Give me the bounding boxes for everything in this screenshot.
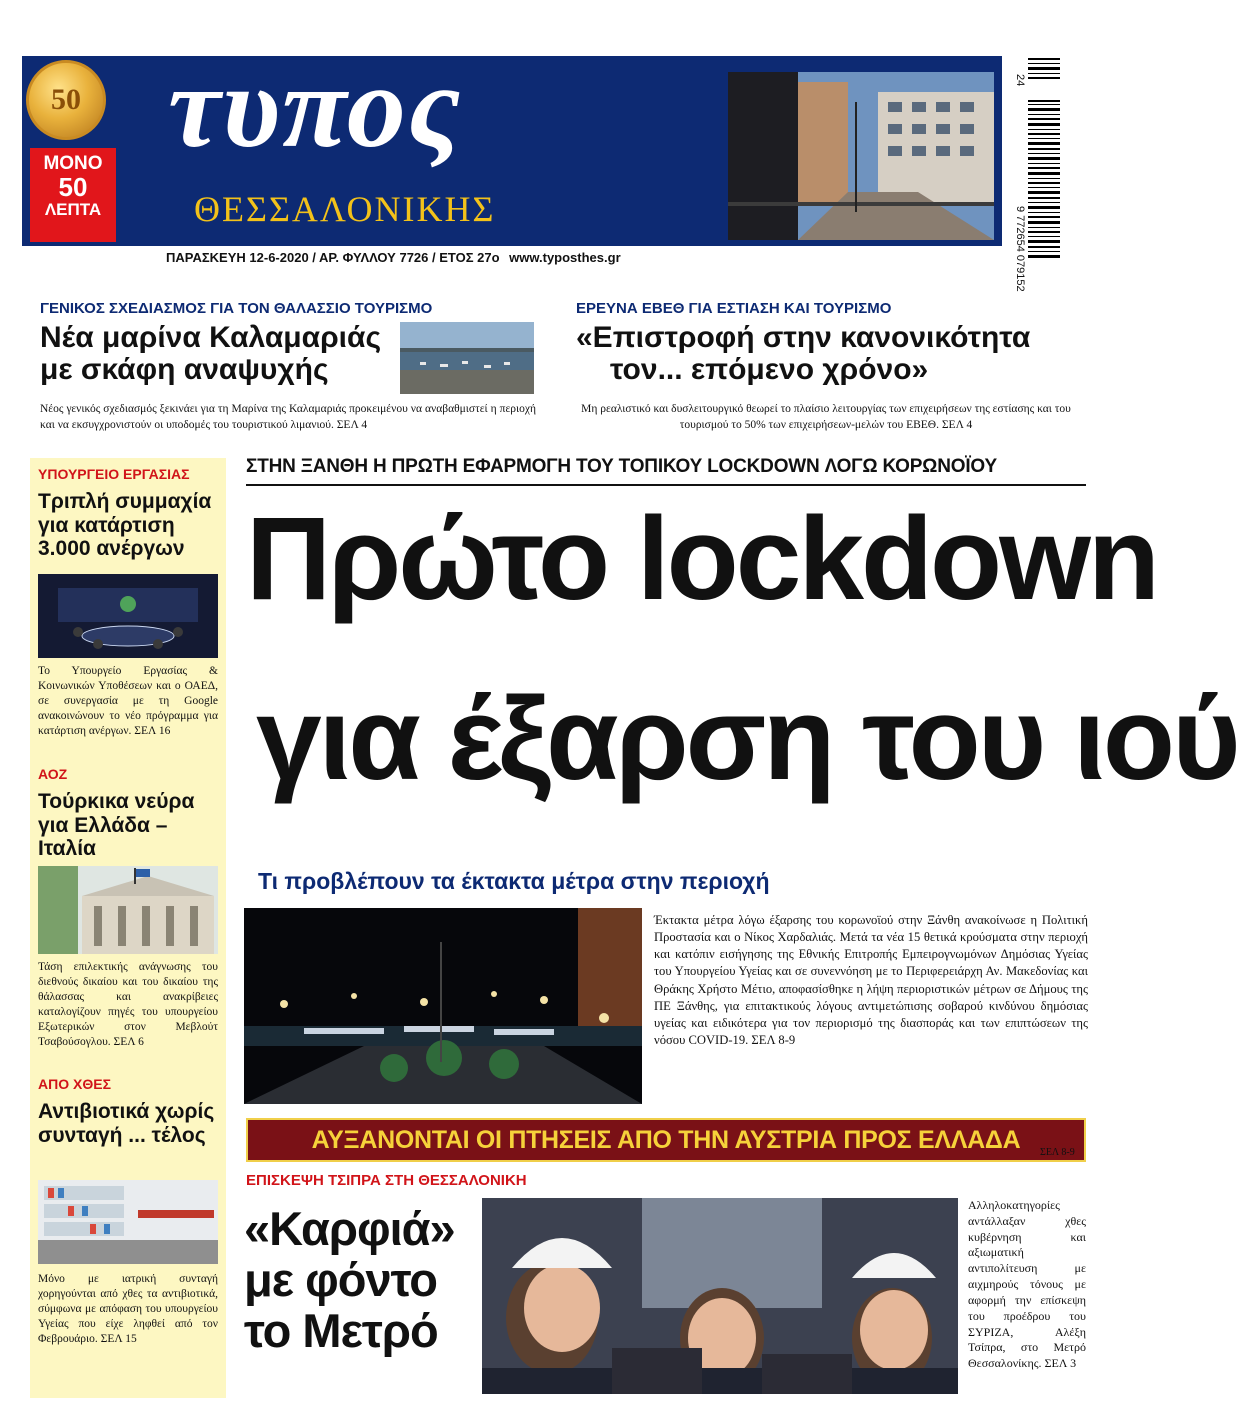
price-badge-line2: 50 (58, 171, 88, 202)
main-story-kicker: ΣΤΗΝ ΞΑΝΘΗ Η ΠΡΩΤΗ ΕΦΑΡΜΟΓΗ ΤΟΥ ΤΟΠΙΚΟΥ LOCKDOWN ΛΟΓΩ ΚΟΡΩΝΟΪΟΥ (246, 456, 997, 477)
left-item-3-headline[interactable]: Αντιβιοτικά χωρίς συνταγή ... τέλος (38, 1100, 215, 1147)
left-item-3-body: Μόνο με ιατρική συνταγή χορηγούνται από χθες τα αντιβιοτικά, σύμφωνα με απόφαση του υπουργείου Υγείας που είχε ληφθεί από τον Φεβρουάριο. ΣΕΛ 15 (38, 1273, 218, 1345)
left-item-1-kicker: ΥΠΟΥΡΓΕΙΟ ΕΡΓΑΣΙΑΣ (38, 466, 190, 482)
top-story-1-body: Νέος γενικός σχεδιασμός ξεκινάει για τη Μαρίνα της Καλαμαριάς προκειμένου να αναβαθμιστεί η περιοχή και να εκσυγχρονιστούν οι υποδομές του τουριστικού λιμανιού. ΣΕΛ 4 (40, 403, 536, 431)
top-story-2-kicker: ΕΡΕΥΝΑ ΕΒΕΘ ΓΙΑ ΕΣΤΙΑΣΗ ΚΑΙ ΤΟΥΡΙΣΜΟ (576, 300, 892, 317)
ministry-building-illustration (38, 866, 218, 954)
price-badge-line1: ΜΟΝΟ (43, 153, 103, 174)
pharmacy-illustration (38, 1180, 218, 1264)
left-item-2-photo (38, 866, 218, 954)
main-headline-line2[interactable]: για έξαρση του ιού (256, 673, 1238, 805)
main-story-subheadline: Τι προβλέπουν τα έκτακτα μέτρα στην περιοχή (258, 868, 770, 894)
xanthi-night-photo (244, 908, 642, 1104)
top-story-2-headline-line2: τον... επόμενο χρόνο» (610, 353, 929, 387)
left-item-1-photo (38, 574, 218, 658)
flights-banner-page-ref: ΣΕΛ 8-9 (1040, 1147, 1075, 1158)
bottom-story-kicker: ΕΠΙΣΚΕΨΗ ΤΣΙΠΡΑ ΣΤΗ ΘΕΣΣΑΛΟΝΙΚΗ (246, 1172, 527, 1189)
main-headline-line1[interactable]: Πρώτο lockdown (246, 493, 1157, 625)
brand-logo[interactable]: τυπος (168, 41, 463, 172)
conference-illustration (38, 574, 218, 658)
night-square-illustration (244, 908, 642, 1104)
left-item-1-body: Το Υπουργείο Εργασίας & Κοινωνικών Υποθέσεων και ο ΟΑΕΔ, σε συνεργασία με τη Google ανακοινώνουν το νέο πρόγραμμα για κατάρτιση ανέργων. ΣΕΛ 16 (38, 665, 218, 737)
top-story-1-kicker: ΓΕΝΙΚΟΣ ΣΧΕΔΙΑΣΜΟΣ ΓΙΑ ΤΟΝ ΘΑΛΑΣΣΙΟ ΤΟΥΡΙΣΜΟ (40, 300, 433, 317)
top-story-1-headline-line1: Νέα μαρίνα Καλαμαριάς (40, 321, 382, 354)
bottom-story-body: Αλληλοκατηγορίες αντάλλαξαν χθες κυβέρνηση και αξιωματική αντιπολίτευση με αιχμηρούς τόνους με αφορμή την επίσκεψη του προέδρου του ΣΥΡΙΖΑ, Αλέξη Τσίπρα, στο Μετρό Θεσσαλονίκης. ΣΕΛ 3 (968, 1198, 1086, 1371)
left-item-2-headline[interactable]: Τούρκικα νεύρα για Ελλάδα – Ιταλία (38, 790, 195, 861)
bottom-story-headline-line3: το Μετρό (244, 1303, 438, 1357)
top-story-2-headline-line1: «Επιστροφή στην κανονικότητα (576, 321, 1031, 354)
price-badge-line3: ΛΕΠΤΑ (44, 200, 102, 220)
flights-banner[interactable] (246, 1118, 1086, 1162)
bottom-story-headline-line2: με φόντο (244, 1252, 437, 1306)
bottom-story-headline-line1: «Καρφιά» (244, 1202, 455, 1255)
left-item-3-photo (38, 1180, 218, 1264)
dateline (166, 250, 621, 265)
barcode-text (1012, 56, 1028, 292)
marina-illustration (400, 322, 534, 394)
website-link[interactable]: www.typosthes.gr (509, 250, 621, 265)
top-story-2-body: Μη ρεαλιστικό και δυσλειτουργικό θεωρεί το πλαίσιο λειτουργίας των επιχειρήσεων της εστίασης και του τουρισμού το 50% των επιχειρήσεων-μελών του ΕΒΕΘ. ΣΕΛ 4 (581, 403, 1071, 431)
bottom-story-headline[interactable] (244, 1204, 484, 1356)
top-story-2-headline[interactable] (576, 322, 1056, 387)
top-story-1-headline-line2: με σκάφη αναψυχής (40, 353, 329, 387)
coin-icon (26, 60, 106, 140)
coin-value: 50 (51, 83, 81, 116)
left-item-1-headline[interactable]: Τριπλή συμμαχία για κατάρτιση 3.000 ανέργων (38, 490, 212, 561)
metro-visit-photo (482, 1198, 958, 1394)
barcode-number: 9 772654 079152 (1014, 206, 1026, 292)
main-story-divider (246, 484, 1086, 486)
street-scene-illustration (728, 72, 994, 240)
main-story-body: Έκτακτα μέτρα λόγω έξαρσης του κορωνοϊού στην Ξάνθη ανακοίνωσε η Πολιτική Προστασία και ο Νίκος Χαρδαλιάς. Μετά τα νέα 15 θετικά κρούσματα στην περιοχή και κατόπιν εισήγησης της Εθνικής Επιτροπής Εμπειρογνωμόνων Δημόσιας Υγείας του Υπουργείου Υγείας και σε συνεννόηση με το Περιφερειάρχη Αν. Μακεδονίας και Θράκης Χρήστο Μέτιο, αποφασίσθηκε η λήψη περιοριστικών μέτρων σε Δήμους της ΠΕ Ξάνθης, για επιτακτικούς λόγους αντιμετώπισης σοβαρού κινδύνου δημόσιας υγείας και ειδικότερα για τον περιορισμό της διασποράς και των επιπτώσεων της νόσου COVID-19. ΣΕΛ 8-9 (654, 913, 1088, 1047)
flights-banner-text: ΑΥΞΑΝΟΝΤΑΙ ΟΙ ΠΤΗΣΕΙΣ ΑΠΟ ΤΗΝ ΑΥΣΤΡΙΑ ΠΡΟΣ ΕΛΛΑΔΑ (311, 1125, 1021, 1154)
price-badge (30, 148, 116, 242)
masthead-photo-street (728, 72, 994, 240)
left-item-2-body: Τάση επιλεκτικής ανάγνωσης του διεθνούς δικαίου και του δικαίου της θάλασσας και ανακρίβειες καταλογίζουν πηγές του υπουργείου Εξωτερικών στον Μεβλούτ Τσαβούσογλου. ΣΕΛ 6 (38, 961, 218, 1048)
brand-subtitle: ΘΕΣΣΑΛΟΝΙΚΗΣ (194, 189, 496, 229)
marina-photo (400, 322, 534, 394)
left-item-3-kicker: ΑΠΟ ΧΘΕΣ (38, 1076, 111, 1092)
people-hardhats-illustration (482, 1198, 958, 1394)
left-item-2-kicker: ΑΟΖ (38, 766, 68, 782)
barcode-issue: 24 (1014, 74, 1026, 87)
issue-info: ΠΑΡΑΣΚΕΥΗ 12-6-2020 / ΑΡ. ΦΥΛΛΟΥ 7726 / ΕΤΟΣ 27ο (166, 250, 500, 265)
top-story-1-headline[interactable] (40, 322, 400, 387)
